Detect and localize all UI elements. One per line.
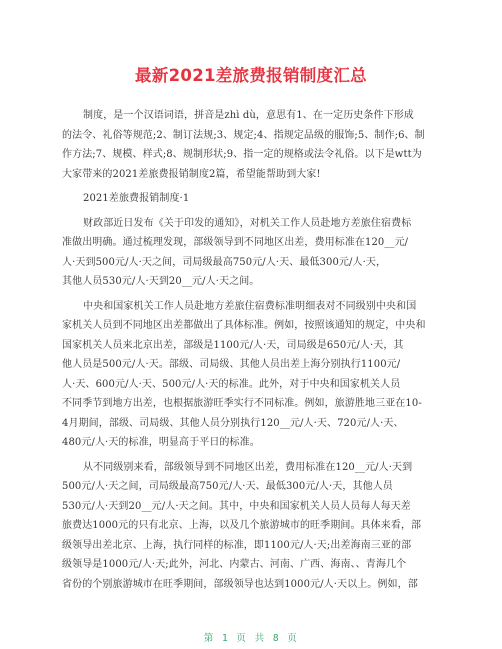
text-line: 的法令、礼俗等规范;2、制订法规;3、规定;4、指规定品级的服饰;5、制作;6、制 bbox=[62, 129, 425, 141]
text-line: 480元/人·天的标准，明显高于平日的标准。 bbox=[62, 437, 260, 448]
text-line: 他人员是500元/人·天。部级、司局级、其他人员出差上海分别执行1100元/ bbox=[62, 359, 401, 370]
text-line: 省份的个别旅游城市在旺季期间，部级领导也达到1000元/人·天以上。例如，部 bbox=[62, 578, 418, 590]
text-line: 4月期间，部级、司局级、其他人员分别执行120__元/人·天、720元/人·天、 bbox=[62, 417, 404, 429]
paragraph-1 bbox=[62, 214, 442, 292]
text-line: 人·天到500元/人·天之间，司局级最高750元/人·天、最低300元/人·天， bbox=[62, 256, 387, 268]
section-heading bbox=[62, 189, 442, 209]
text-line: 不同季节到地方出差，也根据旅游旺季实行不同标准。例如，旅游胜地三亚在10- bbox=[62, 398, 422, 409]
page-number-footer: 第 1 页 共 8 页 bbox=[203, 633, 299, 644]
document-body bbox=[62, 106, 442, 599]
text-line: 人·天、600元/人·天、500元/人·天的标准。此外，对于中央和国家机关人员 bbox=[62, 378, 401, 390]
text-line: 国家机关人员来北京出差，部级是1100元/人·天，司局级是650元/人·天，其 bbox=[62, 339, 404, 351]
text-line: 中央和国家机关工作人员赴地方差旅住宿费标准明细表对不同级别中央和国 bbox=[83, 300, 417, 312]
text-line: 财政部近日发布《关于印发的通知》，对机关工作人员赴地方差旅住宿费标 bbox=[83, 217, 412, 229]
text-line: 500元/人·天之间，司局级最高750元/人·天、最低300元/人·天，其他人员 bbox=[62, 481, 393, 492]
document-title: 最新2021差旅费报销制度汇总 bbox=[135, 66, 367, 85]
text-line: 2021差旅费报销制度·1 bbox=[83, 193, 190, 204]
text-line: 级领导是1000元/人·天;此外，河北、内蒙古、河南、广西、海南、、青海几个 bbox=[62, 559, 407, 570]
text-line: 准做出明确。通过梳理发现，部级领导到不同地区出差，费用标准在120__元/ bbox=[62, 237, 409, 248]
text-line: 级领导出差北京、上海，执行同样的标准，即1100元/人·天;出差海南三亚的部 bbox=[62, 539, 412, 551]
text-line: 大家带来的2021差旅费报销制度2篇，希望能帮助到大家! bbox=[62, 168, 321, 180]
text-line: 作方法;7、规模、样式;8、规制形状;9、指一定的规格或法令礼俗。以下是wtt为 bbox=[62, 149, 422, 160]
text-line: 制度，是一个汉语词语，拼音是zhì dù，意思有1、在一定历史条件下形成 bbox=[83, 110, 414, 121]
paragraph-3 bbox=[62, 458, 442, 595]
text-line: 旅费达1000元的只有北京、上海，以及几个旅游城市的旺季期间。具体来看，部 bbox=[62, 520, 422, 531]
text-line: 其他人员530元/人·天到20__元/人·天之间。 bbox=[62, 276, 260, 287]
paragraph-2 bbox=[62, 297, 442, 453]
text-line: 从不同级别来看，部级领导到不同地区出差，费用标准在120__元/人·天到 bbox=[83, 461, 413, 473]
paragraph-intro bbox=[62, 106, 442, 184]
text-line: 家机关人员到不同地区出差都做出了具体标准。例如，按照该通知的规定，中央和 bbox=[62, 320, 426, 331]
text-line: 530元/人·天到20__元/人·天之间。其中，中央和国家机关人员人员每人每天差 bbox=[62, 500, 411, 512]
